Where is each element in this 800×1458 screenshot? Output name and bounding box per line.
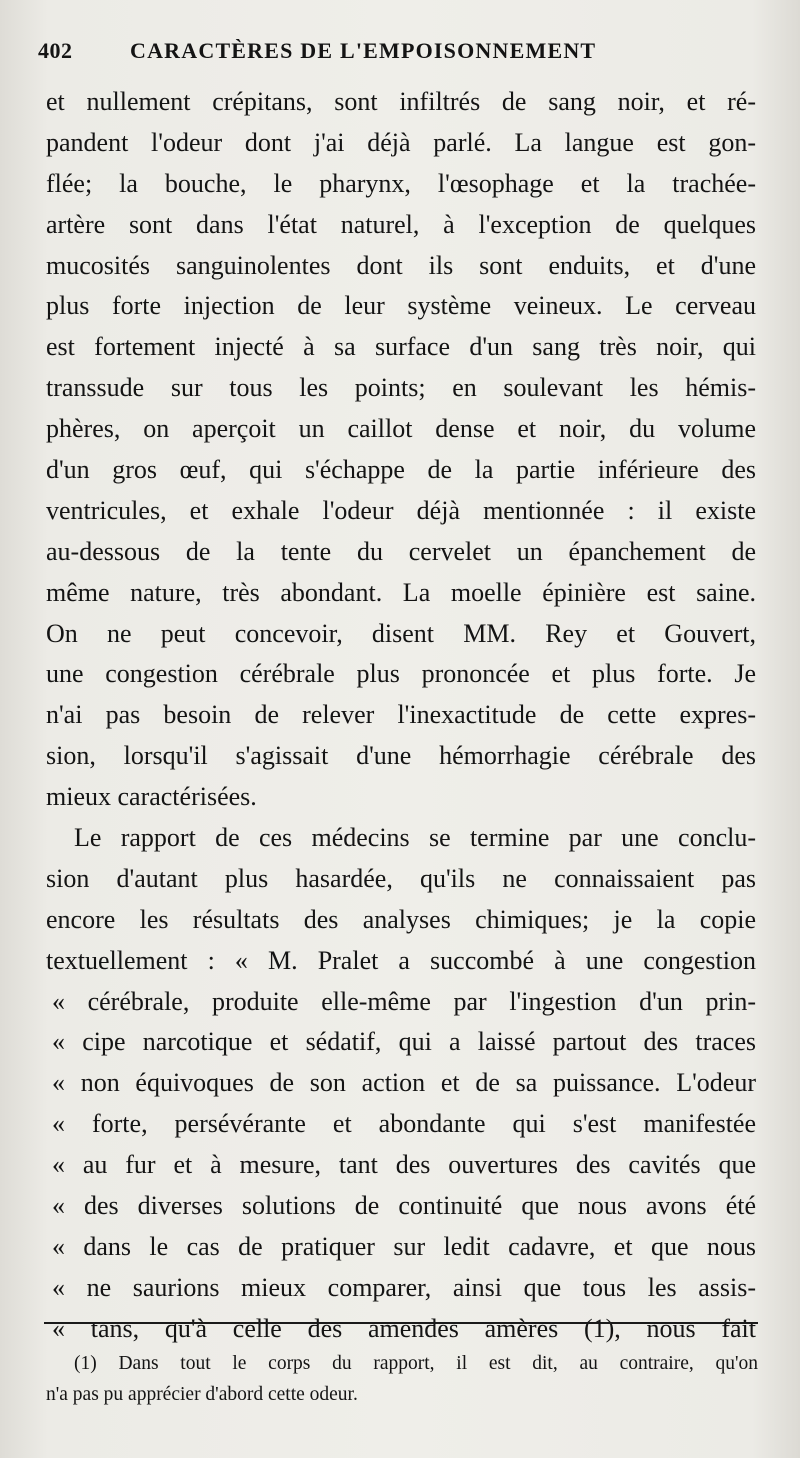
page-header: [38, 38, 758, 74]
text-line: mucosités sanguinolentes dont ils sont enduits, et d'une: [46, 250, 756, 280]
quoted-line: « dans le cas de pratiquer sur ledit cadavre, et que nous: [52, 1231, 756, 1261]
quoted-line: « tans, qu'à celle des amendes amères (1), nous fait: [52, 1313, 756, 1343]
footnote-line: n'a pas pu apprécier d'abord cette odeur.: [46, 1384, 358, 1405]
text-line: d'un gros œuf, qui s'échappe de la partie inférieure des: [46, 455, 756, 485]
text-line: au-dessous de la tente du cervelet un épanchement de: [46, 536, 756, 566]
text-line: une congestion cérébrale plus prononcée et plus forte. Je: [46, 659, 756, 689]
text-line: même nature, très abondant. La moelle épinière est saine.: [46, 577, 756, 607]
quoted-line: « des diverses solutions de continuité que nous avons été: [52, 1191, 756, 1221]
text-line: pandent l'odeur dont j'ai déjà parlé. La langue est gon-: [46, 127, 756, 157]
quoted-line: « forte, persévérante et abondante qui s'est manifestée: [52, 1109, 756, 1139]
quoted-line: « ne saurions mieux comparer, ainsi que tous les assis-: [52, 1272, 756, 1302]
quoted-line: « non équivoques de son action et de sa puissance. L'odeur: [52, 1068, 756, 1098]
text-line: est fortement injecté à sa surface d'un sang très noir, qui: [46, 332, 756, 362]
body-text: [46, 82, 756, 1350]
running-title: CARACTÈRES DE L'EMPOISONNEMENT: [130, 38, 597, 63]
quoted-line: « au fur et à mesure, tant des ouvertures des cavités que: [52, 1150, 756, 1180]
text-line: plus forte injection de leur système veineux. Le cerveau: [46, 291, 756, 321]
paragraph-start-line: Le rapport de ces médecins se termine par une conclu-: [74, 823, 756, 853]
footnote-separator: [44, 1322, 758, 1324]
footnote: [46, 1348, 758, 1410]
text-line: n'ai pas besoin de relever l'inexactitude de cette expres-: [46, 700, 756, 730]
text-line: textuellement : « M. Pralet a succombé à une congestion: [46, 945, 756, 975]
text-line: encore les résultats des analyses chimiques; je la copie: [46, 904, 756, 934]
page-number: 402: [38, 38, 73, 63]
text-line: phères, on aperçoit un caillot dense et noir, du volume: [46, 414, 756, 444]
text-line: artère sont dans l'état naturel, à l'exception de quelques: [46, 209, 756, 239]
text-line: On ne peut concevoir, disent MM. Rey et Gouvert,: [46, 618, 756, 648]
text-line: transsude sur tous les points; en soulevant les hémis-: [46, 373, 756, 403]
footnote-line: (1) Dans tout le corps du rapport, il est dit, au contraire, qu'on: [74, 1353, 758, 1374]
text-line: et nullement crépitans, sont infiltrés de sang noir, et ré-: [46, 87, 756, 116]
text-line: sion d'autant plus hasardée, qu'ils ne connaissaient pas: [46, 863, 756, 893]
text-line: flée; la bouche, le pharynx, l'œsophage et la trachée-: [46, 168, 756, 198]
text-line: ventricules, et exhale l'odeur déjà mentionnée : il existe: [46, 495, 756, 525]
quoted-line: « cipe narcotique et sédatif, qui a laissé partout des traces: [52, 1027, 756, 1057]
text-line: sion, lorsqu'il s'agissait d'une hémorrhagie cérébrale des: [46, 741, 756, 771]
paragraph-end-line: mieux caractérisées.: [46, 782, 257, 812]
quoted-line: « cérébrale, produite elle-même par l'ingestion d'un prin-: [52, 986, 756, 1016]
